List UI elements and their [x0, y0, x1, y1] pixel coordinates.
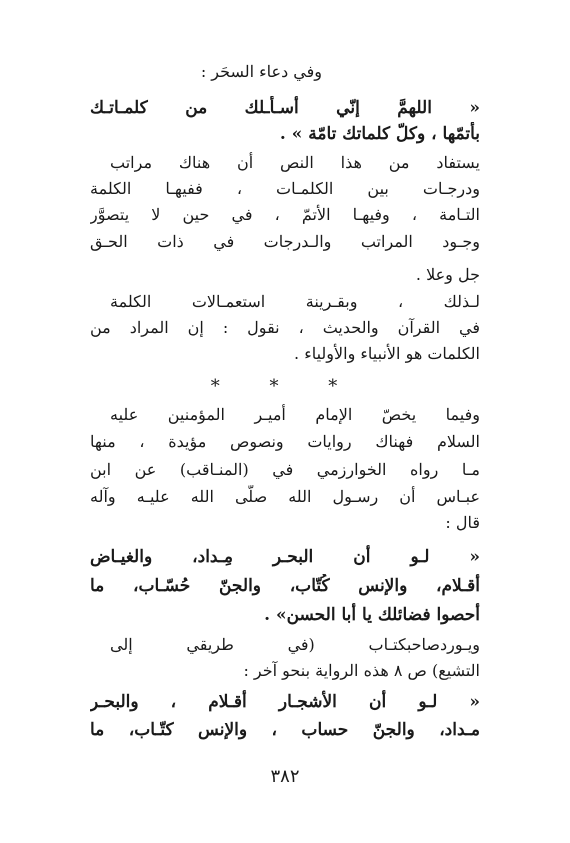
- section-separator: * * *: [210, 376, 360, 397]
- text-line-4: يستفاد من هذا النص أن هناك مراتب: [110, 153, 480, 172]
- text-line-14: مـا رواه الخوارزمي في (المنـاقب) عن ابن: [90, 460, 480, 479]
- text-line-7: وجـود المراتب والـدرجات في ذات الحـق: [90, 232, 480, 251]
- quote-line-7: مـداد، والجنّ حساب ، والإنس كتّـاب، ما: [90, 720, 480, 740]
- quote-line-5: أحصوا فضائلك يا أبا الحسن» .: [264, 605, 480, 625]
- text-line-1: وفي دعاء السحَر :: [200, 62, 322, 81]
- text-line-15: عبـاس أن رسـول الله صلّى الله عليـه وآله: [90, 487, 480, 506]
- quote-line-6: « لـو أن الأشجـار أقـلام ، والبحـر: [90, 692, 480, 712]
- text-line-11: الكلمات هو الأنبياء والأولياء .: [294, 344, 480, 363]
- quote-line-4: أقـلام، والإنس كُتّاب، والجنّ حُسّـاب، ما: [90, 576, 480, 596]
- quote-line-3: « لـو أن البحـر مِـداد، والغيـاض: [90, 547, 480, 567]
- text-line-5: ودرجـات بين الكلمـات ، ففيهـا الكلمة: [90, 179, 480, 198]
- quote-line-2: بأتمّها ، وكلّ كلماتك تامّة » .: [279, 124, 480, 144]
- text-line-16: قال :: [445, 513, 480, 532]
- text-line-12: وفيما يخصّ الإمام أميـر المؤمنين عليه: [110, 405, 480, 424]
- text-line-13: السلام فهناك روايات ونصوص مؤيدة ، منها: [90, 432, 480, 451]
- text-line-10: في القرآن والحديث ، نقول : إن المراد من: [90, 318, 480, 337]
- quote-line-1: « اللهمَّ إنّي أسـأـلك من كلمـاتـك: [90, 98, 480, 118]
- text-line-6: التـامة ، وفيهـا الأتمّ ، في حين لا يتصوَّر: [90, 205, 480, 224]
- text-line-17: ويـوردصاحبكتـاب (في طريقي إلى: [110, 635, 480, 654]
- page-number: ٣٨٢: [270, 766, 300, 787]
- text-line-18: التشيع) ص ٨ هذه الرواية بنحو آخر :: [243, 661, 480, 680]
- text-line-9: لـذلك ، وبقـرينة استعمـالات الكلمة: [110, 292, 480, 311]
- text-line-8: جل وعلا .: [415, 265, 480, 284]
